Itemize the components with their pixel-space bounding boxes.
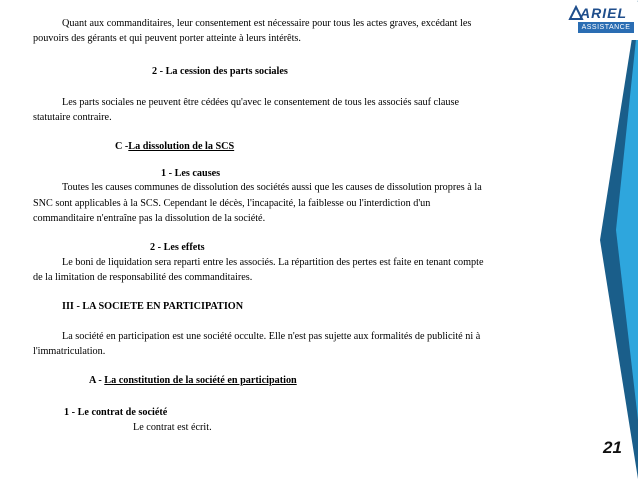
logo-name: ARIEL xyxy=(580,5,627,21)
decorative-triangle xyxy=(578,0,638,479)
heading-title: La constitution de la société en participation xyxy=(104,375,297,386)
company-logo xyxy=(568,2,638,40)
paragraph-line: Les parts sociales ne peuvent être cédées qu'avec le consentement de tous les associés sauf clause xyxy=(62,97,460,108)
subsection-heading: 1 - Le contrat de société xyxy=(64,407,168,418)
subsection-heading: 2 - Les effets xyxy=(150,242,205,253)
section-heading xyxy=(89,375,297,387)
paragraph-line: SNC sont applicables à la SCS. Cependant le décès, l'incapacité, la faiblesse ou l'interdiction d'un xyxy=(33,198,431,209)
logo-subtitle: ASSISTANCE xyxy=(578,22,634,33)
heading-prefix: C - xyxy=(115,141,129,152)
paragraph-line: Toutes les causes communes de dissolution des sociétés aussi que les causes de dissolution propres à la xyxy=(62,182,482,193)
section-heading: 2 - La cession des parts sociales xyxy=(152,66,288,77)
paragraph-line: pouvoirs des gérants et qui peuvent porter atteinte à leurs intérêts. xyxy=(33,33,301,44)
paragraph-line: de la limitation de responsabilité des commanditaires. xyxy=(33,272,253,283)
section-heading xyxy=(115,141,234,153)
heading-prefix: A - xyxy=(89,375,105,386)
subsection-heading: 1 - Les causes xyxy=(161,168,221,179)
section-heading: III - LA SOCIETE EN PARTICIPATION xyxy=(62,301,244,312)
heading-title: La dissolution de la SCS xyxy=(128,141,235,152)
paragraph-line: Quant aux commanditaires, leur consentement est nécessaire pour tous les actes graves, excédant les xyxy=(62,18,472,29)
paragraph-line: Le contrat est écrit. xyxy=(133,422,212,433)
paragraph-line: commanditaire n'entraîne pas la dissolution de la société. xyxy=(33,213,266,224)
page-number: 21 xyxy=(603,438,622,457)
paragraph-line: statutaire contraire. xyxy=(33,112,112,123)
paragraph-line: La société en participation est une société occulte. Elle n'est pas sujette aux formalités de publicité ni à xyxy=(62,331,481,342)
paragraph-line: l'immatriculation. xyxy=(33,346,106,357)
paragraph-line: Le boni de liquidation sera reparti entre les associés. La répartition des pertes est faite en tenant compte xyxy=(62,257,484,268)
